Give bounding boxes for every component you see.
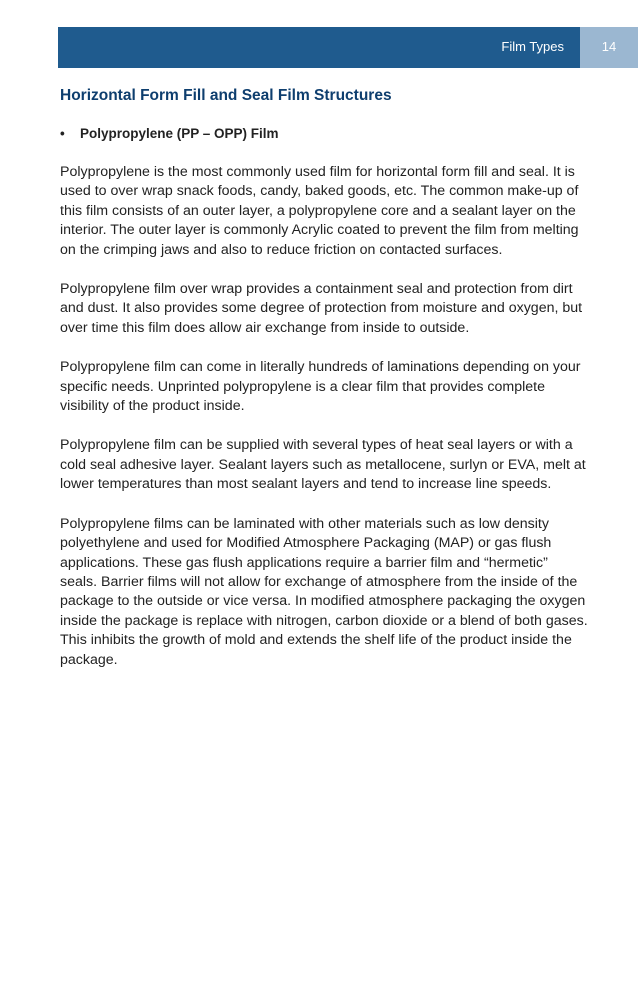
page-title: Horizontal Form Fill and Seal Film Structures — [60, 87, 392, 104]
bullet-marker: • — [60, 126, 65, 141]
header-bar — [58, 27, 580, 68]
bullet-item — [60, 125, 588, 143]
section-label: Film Types — [501, 39, 564, 54]
paragraph-2: Polypropylene film over wrap provides a containment seal and protection from dirt and dust. It also provides some degree of protection from moisture and oxygen, but over time this film does allow air exchange from inside to outside. — [60, 281, 583, 336]
paragraph-3: Polypropylene film can come in literally hundreds of laminations depending on your specific needs. Unprinted polypropylene is a clear film that provides complete visibility of the product inside. — [60, 359, 581, 415]
page-number-box — [580, 27, 638, 68]
bullet-text: Polypropylene (PP – OPP) Film — [80, 126, 279, 141]
paragraph-5: Polypropylene films can be laminated with other materials such as low density polyethylene and used for Modified Atmosphere Packaging (MAP) or gas flush applications. These gas flush applications require a barrier film and “hermetic” seals. Barrier films will not allow for exchange of atmosphere from the inside of the package to the outside or vice versa. In modified atmosphere packaging the oxygen inside the package is replace with nitrogen, carbon dioxide or a blend of both gases. This inhibits the growth of mold and extends the shelf life of the product inside the package. — [60, 515, 588, 668]
page-number: 14 — [601, 39, 617, 54]
paragraph-4: Polypropylene film can be supplied with several types of heat seal layers or with a cold seal adhesive layer. Sealant layers such as metallocene, surlyn or EVA, melt at lower temperatures than most sealant layers and tend to increase line speeds. — [60, 437, 586, 493]
document-body — [60, 86, 588, 670]
paragraph-1: Polypropylene is the most commonly used film for horizontal form fill and seal. It is used to over wrap snack foods, candy, baked goods, etc. The common make-up of this film consists of an outer layer, a polypropylene core and a sealant layer on the interior. The outer layer is commonly Acrylic coated to prevent the film from melting on the crimping jaws and also to reduce friction on contacted surfaces. — [60, 164, 579, 258]
